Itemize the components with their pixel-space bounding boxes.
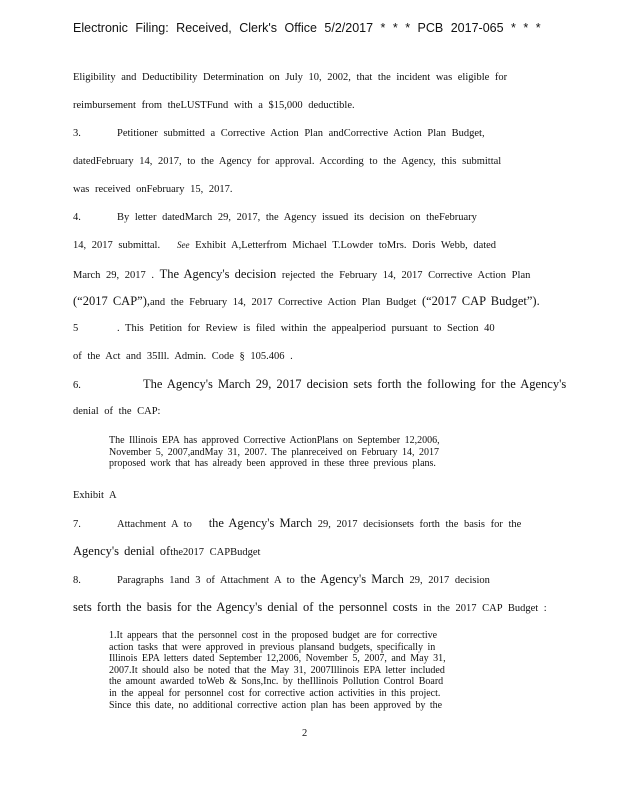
- quote-line: the amount awarded toWeb & Sons,Inc. by theIllinois Pollution Control Board: [109, 676, 444, 688]
- body-text-large: (“2017 CAP Budget”).: [421, 294, 540, 308]
- body-text: Petitioner submitted a Corrective Action Plan andCorrective Action Plan Budget,: [117, 128, 485, 139]
- body-line: [73, 600, 547, 615]
- body-text-large: The Agency's decision: [159, 267, 277, 281]
- body-text: 29, 2017 decisionsets forth the basis for the: [317, 519, 522, 530]
- paragraph-3: [73, 128, 543, 139]
- quote-line: The Illinois EPA has approved Corrective ActionPlans on September 12,2006,: [109, 435, 440, 446]
- quote-line: 2007.It should also be noted that the May 31, 2007Illinois EPA letter included: [109, 664, 445, 676]
- exhibit-label: Exhibit A: [73, 490, 117, 501]
- block-quote-1: [109, 435, 489, 470]
- paragraph-6: [73, 377, 567, 392]
- body-text: the2017 CAPBudget: [170, 547, 261, 558]
- body-text: rejected the February 14, 2017 Corrective Action Plan: [281, 270, 531, 281]
- body-line: [73, 267, 543, 282]
- quote-line: proposed work that has already been approved in these three previous plans.: [109, 458, 436, 470]
- body-line: [73, 240, 543, 251]
- body-line: was received onFebruary 15, 2017.: [73, 184, 233, 195]
- paragraph-number: 4.: [73, 212, 81, 223]
- body-line: datedFebruary 14, 2017, to the Agency for approval. According to the Agency, this submittal: [73, 156, 502, 167]
- paragraph-7: [73, 516, 543, 531]
- body-text-large: The Agency's March 29, 2017 decision sets forth the following for the Agency's: [143, 377, 567, 391]
- body-line: reimbursement from theLUSTFund with a $15,000 deductible.: [73, 100, 355, 111]
- quote-line: Illinois EPA letters dated September 12,2006, November 5, 2007, and May 31,: [109, 653, 446, 665]
- body-text: Paragraphs 1and 3 of Attachment A to: [117, 575, 295, 586]
- body-text-large: sets forth the basis for the Agency's denial of the personnel costs: [73, 600, 418, 614]
- filing-header: Electronic Filing: Received, Clerk's Office 5/2/2017 * * * PCB 2017-065 * * *: [73, 21, 541, 35]
- paragraph-number: 5: [73, 323, 79, 334]
- body-text-large: the Agency's March: [208, 516, 313, 530]
- body-text: 14, 2017 submittal.: [73, 240, 161, 251]
- body-line: denial of the CAP:: [73, 406, 161, 417]
- body-text: 29, 2017 decision: [409, 575, 490, 586]
- paragraph-5: [73, 323, 543, 334]
- page-number: 2: [302, 728, 308, 739]
- body-text: March 29, 2017 .: [73, 270, 155, 281]
- quote-line: in the appeal for personnel cost for corrective action activities in this project.: [109, 687, 441, 699]
- quote-line: November 5, 2007,andMay 31, 2007. The planreceived on February 14, 2017: [109, 446, 440, 458]
- body-line: Eligibility and Deductibility Determination on July 10, 2002, that the incident was eligible for: [73, 72, 508, 83]
- block-quote-2: [109, 630, 489, 711]
- body-text: and the February 14, 2017 Corrective Action Plan Budget: [150, 297, 417, 308]
- body-line: of the Act and 35Ill. Admin. Code § 105.406 .: [73, 351, 293, 362]
- body-text: Attachment A to: [117, 519, 192, 530]
- paragraph-number: 7.: [73, 519, 81, 530]
- body-line: [73, 294, 543, 309]
- see-signal: See: [176, 240, 190, 250]
- paragraph-number: 3.: [73, 128, 81, 139]
- body-text: By letter datedMarch 29, 2017, the Agency issued its decision on theFebruary: [117, 212, 477, 223]
- body-text-large: the Agency's March: [300, 572, 404, 586]
- paragraph-8: [73, 572, 543, 587]
- body-text: . This Petition for Review is filed within the appealperiod pursuant to Section 40: [117, 323, 495, 334]
- paragraph-number: 6.: [73, 380, 81, 391]
- body-text: in the 2017 CAP Budget :: [423, 603, 547, 614]
- body-text-large: (“2017 CAP”),: [73, 294, 150, 308]
- quote-line: 1.It appears that the personnel cost in the proposed budget are for corrective: [109, 630, 438, 641]
- body-text: Exhibit A,Letterfrom Michael T.Lowder toMrs. Doris Webb, dated: [195, 240, 497, 251]
- body-line: [73, 544, 543, 559]
- quote-line: action tasks that were approved in previous plansand budgets, specifically in: [109, 641, 436, 653]
- paragraph-4: [73, 212, 543, 223]
- paragraph-number: 8.: [73, 575, 81, 586]
- body-text-large: Agency's denial of: [73, 544, 171, 558]
- quote-line: Since this date, no additional corrective action plan has been approved by the: [109, 699, 443, 711]
